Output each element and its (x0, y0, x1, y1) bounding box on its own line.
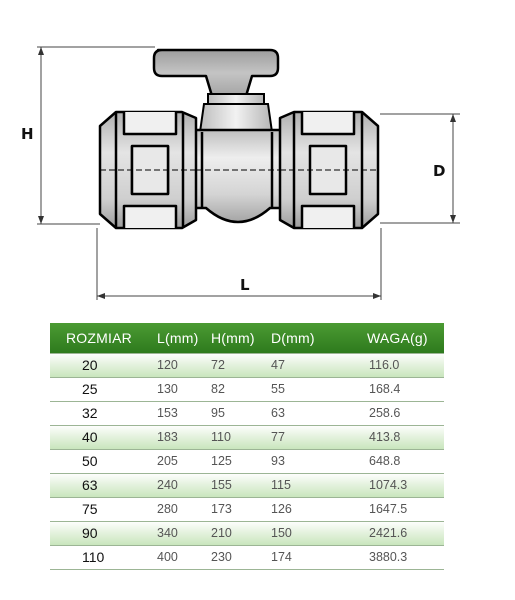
cell-weight: 3880.3 (345, 545, 444, 569)
cell-height: 125 (207, 449, 265, 473)
cell-height: 210 (207, 521, 265, 545)
cell-length: 130 (147, 377, 207, 401)
cell-weight: 116.0 (345, 353, 444, 377)
cell-size: 90 (50, 521, 147, 545)
table-row (50, 449, 444, 473)
cell-size: 63 (50, 473, 147, 497)
cell-size: 75 (50, 497, 147, 521)
cell-height: 155 (207, 473, 265, 497)
right-compression-nut (280, 112, 378, 228)
size-spec-table (50, 323, 444, 570)
column-header-length: L(mm) (157, 329, 199, 346)
column-header-size: ROZMIAR (66, 329, 132, 346)
table-row (50, 521, 444, 545)
table-row (50, 473, 444, 497)
cell-length: 400 (147, 545, 207, 569)
cell-diameter: 63 (265, 401, 345, 425)
cell-diameter: 150 (265, 521, 345, 545)
cell-height: 82 (207, 377, 265, 401)
table-row (50, 497, 444, 521)
table-row (50, 545, 444, 569)
cell-length: 153 (147, 401, 207, 425)
cell-diameter: 55 (265, 377, 345, 401)
cell-size: 110 (50, 545, 147, 569)
cell-diameter: 77 (265, 425, 345, 449)
column-header-height: H(mm) (211, 329, 255, 346)
cell-weight: 648.8 (345, 449, 444, 473)
table-row (50, 353, 444, 377)
cell-length: 280 (147, 497, 207, 521)
cell-diameter: 47 (265, 353, 345, 377)
cell-size: 25 (50, 377, 147, 401)
dimension-label-h: H (21, 125, 34, 143)
dimension-label-d: D (433, 162, 446, 180)
cell-size: 32 (50, 401, 147, 425)
cell-weight: 168.4 (345, 377, 444, 401)
cell-height: 230 (207, 545, 265, 569)
table-row (50, 425, 444, 449)
cell-weight: 2421.6 (345, 521, 444, 545)
cell-diameter: 115 (265, 473, 345, 497)
cell-diameter: 174 (265, 545, 345, 569)
cell-weight: 1647.5 (345, 497, 444, 521)
cell-size: 20 (50, 353, 147, 377)
column-header-diameter: D(mm) (271, 329, 315, 346)
cell-weight: 1074.3 (345, 473, 444, 497)
table-header-row (50, 323, 444, 353)
table-row (50, 377, 444, 401)
table-row (50, 401, 444, 425)
cell-diameter: 126 (265, 497, 345, 521)
cell-weight: 258.6 (345, 401, 444, 425)
cell-length: 340 (147, 521, 207, 545)
cell-size: 50 (50, 449, 147, 473)
valve-body (185, 130, 290, 222)
cell-length: 205 (147, 449, 207, 473)
cell-height: 95 (207, 401, 265, 425)
cell-diameter: 93 (265, 449, 345, 473)
cell-size: 40 (50, 425, 147, 449)
column-header-weight: WAGA(g) (367, 329, 428, 346)
left-compression-nut (100, 112, 196, 228)
cell-height: 173 (207, 497, 265, 521)
cell-length: 183 (147, 425, 207, 449)
dimension-label-l: L (240, 276, 250, 294)
cell-length: 120 (147, 353, 207, 377)
handle (154, 50, 278, 96)
cell-height: 72 (207, 353, 265, 377)
stem (200, 94, 272, 132)
cell-weight: 413.8 (345, 425, 444, 449)
cell-height: 110 (207, 425, 265, 449)
cell-length: 240 (147, 473, 207, 497)
